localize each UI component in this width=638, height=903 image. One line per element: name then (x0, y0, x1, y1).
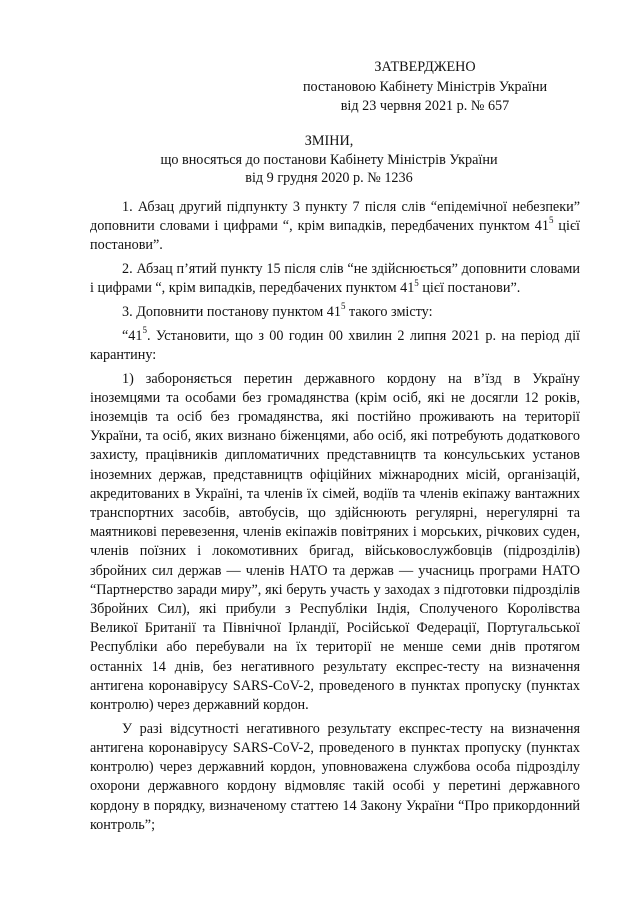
approval-date: від 23 червня 2021 р. № 657 (340, 98, 510, 114)
approval-block (290, 58, 560, 117)
document-subtitle: що вносяться до постанови Кабінету Міністрів України (160, 151, 498, 168)
document-heading: ЗМІНИ, (304, 133, 354, 149)
paragraph-5: 1) забороняється перетин державного кордону на в’їзд в Україну іноземцями та особами без громадянства (крім осіб, які не досягли 12 років, іноземців та осіб без громадянства, які постійно проживають на території України, та осіб, яких визнано біженцями, або осіб, які потребують додаткового захисту, працівників дипломатичних представництв та консульських установ іноземних держав, представництв офіційних міжнародних місій, організацій, акредитованих в Україні, та членів їх сімей, водіїв та членів екіпажу вантажних транспортних засобів, автобусів, що здійснюють регулярні, нерегулярні та маятникові перевезення, членів екіпажів повітряних і морських, річкових суден, членів поїзних і локомотивних бригад, військовослужбовців (підрозділів) збройних сил держав — членів НАТО та держав — учасниць програми НАТО “Партнерство заради миру”, які беруть участь у заходах з підготовки підрозділів Збройних Сил), які прибули з Республіки Індія, Сполученого Королівства Великої Британії та Північної Ірландії, Російської Федерації, Португальської Республіки або перебували на їх території не менше семи днів протягом останніх 14 днів, без негативного результату експрес-тесту на визначення антигена коронавірусу SARS-CoV-2, проведеного в пунктах пропуску (пунктах контролю) через державний кордон. (90, 370, 580, 714)
title-block (90, 132, 568, 188)
document-body (90, 198, 580, 840)
document-subtitle-date: від 9 грудня 2020 р. № 1236 (245, 170, 413, 186)
paragraph-1: 1. Абзац другий підпункту 3 пункту 7 після слів “епідемічної небезпеки” доповнити словами і цифрами “, крім випадків, передбачених пунктом $41^5$ цієї постанови”. (90, 199, 580, 254)
paragraph-6: У разі відсутності негативного результату експрес-тесту на визначення антигена коронавірусу SARS-CoV-2, проведеного в пунктах пропуску (пунктах контролю) через державний кордон, уповноважена службова особа підрозділу охорони державного кордону відмовляє такій особі у перетині державного кордону в порядку, визначеному статтею 14 Закону України “Про прикордонний контроль”; (90, 720, 580, 833)
approval-stamp: ЗАТВЕРДЖЕНО (374, 59, 476, 75)
approval-by: постановою Кабінету Міністрів України (302, 78, 548, 95)
paragraph-3: 3. Доповнити постанову пунктом $41^5$ такого змісту: (122, 301, 433, 321)
paragraph-2: 2. Абзац п’ятий пункту 15 після слів “не здійснюється” доповнити словами і цифрами “, крім випадків, передбачених пунктом $41^5$ цієї постанови”. (90, 261, 580, 297)
paragraph-4: “$41^5$. Установити, що з 00 годин 00 хвилин 2 липня 2021 р. на період дії карантину: (90, 324, 580, 363)
